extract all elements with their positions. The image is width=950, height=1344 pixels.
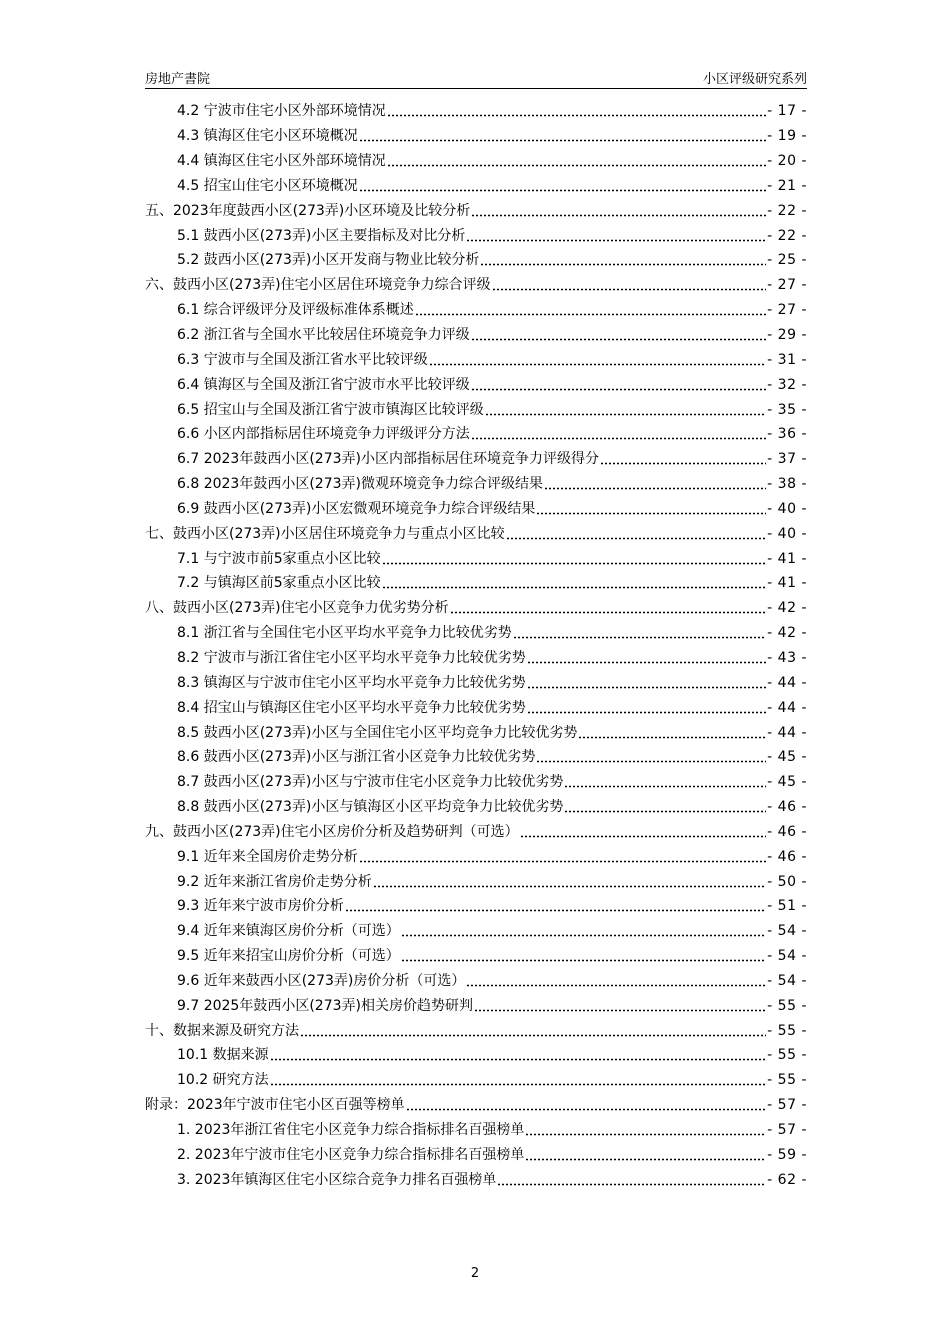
toc-entry-title: 七、鼓西小区(273弄)小区居住环境竞争力与重点小区比较: [145, 525, 505, 542]
toc-dot-leader: [564, 774, 766, 788]
toc-entry-title: 6.5 招宝山与全国及浙江省宁波市镇海区比较评级: [177, 401, 484, 418]
toc-entry-title: 4.5 招宝山住宅小区环境概况: [177, 177, 358, 194]
toc-entry-title: 八、鼓西小区(273弄)住宅小区竞争力优劣势分析: [145, 600, 449, 617]
toc-dot-leader: [527, 650, 766, 664]
toc-entry-page: - 27 -: [767, 277, 807, 294]
toc-dot-leader: [527, 700, 766, 714]
toc-entry-title: 1. 2023年浙江省住宅小区竞争力综合指标排名百强榜单: [177, 1122, 525, 1139]
toc-entry-page: - 19 -: [767, 128, 807, 145]
toc-entry-title: 9.1 近年来全国房价走势分析: [177, 848, 358, 865]
toc-dot-leader: [513, 625, 766, 639]
toc-dot-leader: [471, 377, 766, 391]
toc-entry-title: 8.1 浙江省与全国住宅小区平均水平竞争力比较优劣势: [177, 625, 512, 642]
toc-section-entry[interactable]: [145, 472, 807, 497]
toc-entry-title: 10.1 数据来源: [177, 1047, 269, 1064]
toc-entry-title: 9.2 近年来浙江省房价走势分析: [177, 873, 372, 890]
toc-entry-title: 3. 2023年镇海区住宅小区综合竞争力排名百强榜单: [177, 1171, 497, 1188]
toc-dot-leader: [270, 1072, 767, 1086]
toc-entry-title: 六、鼓西小区(273弄)住宅小区居住环境竞争力综合评级: [145, 277, 491, 294]
toc-entry-page: - 54 -: [767, 948, 807, 965]
toc-entry-title: 10.2 研究方法: [177, 1072, 269, 1089]
toc-entry-page: - 40 -: [767, 525, 807, 542]
toc-entry-title: 4.4 镇海区住宅小区外部环境情况: [177, 153, 386, 170]
toc-section-entry[interactable]: [145, 447, 807, 472]
toc-dot-leader: [527, 675, 766, 689]
toc-entry-title: 9.7 2025年鼓西小区(273弄)相关房价趋势研判: [177, 997, 473, 1014]
toc-entry-title: 8.8 鼓西小区(273弄)小区与镇海区小区平均竞争力比较优劣势: [177, 799, 564, 816]
toc-section-entry[interactable]: [145, 1043, 807, 1068]
toc-entry-page: - 20 -: [767, 153, 807, 170]
toc-section-entry[interactable]: [145, 944, 807, 969]
toc-dot-leader: [471, 203, 766, 217]
toc-chapter-entry[interactable]: [145, 1018, 807, 1043]
toc-section-entry[interactable]: [145, 621, 807, 646]
toc-entry-title: 五、2023年度鼓西小区(273弄)小区环境及比较分析: [145, 202, 471, 219]
toc-entry-title: 9.3 近年来宁波市房价分析: [177, 898, 344, 915]
toc-entry-page: - 54 -: [767, 923, 807, 940]
toc-dot-leader: [520, 824, 767, 838]
toc-entry-page: - 62 -: [767, 1171, 807, 1188]
toc-dot-leader: [466, 973, 766, 987]
toc-section-entry[interactable]: [145, 323, 807, 348]
toc-section-entry[interactable]: [145, 894, 807, 919]
toc-entry-page: - 27 -: [767, 302, 807, 319]
toc-dot-leader: [415, 302, 766, 316]
toc-entry-title: 7.1 与宁波市前5家重点小区比较: [177, 550, 381, 567]
toc-entry-title: 6.7 2023年鼓西小区(273弄)小区内部指标居住环境竞争力评级得分: [177, 451, 599, 468]
toc-entry-page: - 46 -: [767, 799, 807, 816]
toc-dot-leader: [525, 1147, 766, 1161]
toc-section-entry[interactable]: [145, 1142, 807, 1167]
toc-dot-leader: [600, 451, 766, 465]
toc-chapter-entry[interactable]: [145, 273, 807, 298]
toc-dot-leader: [471, 327, 766, 341]
toc-entry-title: 8.6 鼓西小区(273弄)小区与浙江省小区竞争力比较优劣势: [177, 749, 536, 766]
toc-entry-page: - 51 -: [767, 898, 807, 915]
toc-entry-page: - 55 -: [767, 1072, 807, 1089]
toc-dot-leader: [450, 600, 767, 614]
toc-entry-title: 7.2 与镇海区前5家重点小区比较: [177, 575, 381, 592]
toc-chapter-entry[interactable]: [145, 819, 807, 844]
toc-section-entry[interactable]: [145, 1118, 807, 1143]
toc-section-entry[interactable]: [145, 248, 807, 273]
toc-dot-leader: [474, 998, 766, 1012]
toc-dot-leader: [466, 228, 766, 242]
toc-section-entry[interactable]: [145, 646, 807, 671]
toc-entry-title: 9.4 近年来镇海区房价分析（可选）: [177, 923, 400, 940]
toc-section-entry[interactable]: [145, 298, 807, 323]
toc-entry-page: - 42 -: [767, 600, 807, 617]
toc-entry-page: - 31 -: [767, 351, 807, 368]
header-series-title: 小区评级研究系列: [702, 72, 807, 87]
toc-entry-title: 6.9 鼓西小区(273弄)小区宏微观环境竞争力综合评级结果: [177, 500, 536, 517]
toc-entry-page: - 37 -: [767, 451, 807, 468]
toc-section-entry[interactable]: [145, 1068, 807, 1093]
toc-section-entry[interactable]: [145, 397, 807, 422]
toc-dot-leader: [387, 103, 766, 117]
toc-entry-page: - 57 -: [767, 1122, 807, 1139]
toc-entry-page: - 29 -: [767, 327, 807, 344]
toc-dot-leader: [485, 402, 766, 416]
toc-dot-leader: [382, 551, 767, 565]
toc-entry-title: 6.8 2023年鼓西小区(273弄)微观环境竞争力综合评级结果: [177, 476, 543, 493]
toc-dot-leader: [373, 874, 766, 888]
toc-section-entry[interactable]: [145, 745, 807, 770]
toc-section-entry[interactable]: [145, 919, 807, 944]
toc-entry-title: 8.4 招宝山与镇海区住宅小区平均水平竞争力比较优劣势: [177, 699, 526, 716]
page-header: [145, 66, 807, 89]
header-publisher: 房地产書院: [145, 72, 211, 87]
toc-dot-leader: [506, 526, 767, 540]
toc-dot-leader: [270, 1047, 767, 1061]
toc-entry-page: - 54 -: [767, 972, 807, 989]
toc-entry-title: 8.3 镇海区与宁波市住宅小区平均水平竞争力比较优劣势: [177, 674, 526, 691]
toc-entry-page: - 41 -: [767, 575, 807, 592]
toc-entry-page: - 38 -: [767, 476, 807, 493]
toc-entry-title: 6.4 镇海区与全国及浙江省宁波市水平比较评级: [177, 376, 470, 393]
toc-entry-page: - 50 -: [767, 873, 807, 890]
toc-section-entry[interactable]: [145, 99, 807, 124]
toc-dot-leader: [429, 352, 766, 366]
toc-dot-leader: [359, 178, 766, 192]
toc-dot-leader: [578, 725, 766, 739]
toc-entry-title: 6.6 小区内部指标居住环境竞争力评级评分方法: [177, 426, 470, 443]
toc-section-entry[interactable]: [145, 720, 807, 745]
toc-section-entry[interactable]: [145, 124, 807, 149]
toc-dot-leader: [359, 849, 766, 863]
toc-dot-leader: [536, 749, 766, 763]
toc-section-entry[interactable]: [145, 497, 807, 522]
toc-dot-leader: [359, 128, 766, 142]
toc-entry-title: 6.3 宁波市与全国及浙江省水平比较评级: [177, 351, 428, 368]
toc-entry-title: 6.1 综合评级评分及评级标准体系概述: [177, 302, 414, 319]
toc-entry-page: - 55 -: [767, 1022, 807, 1039]
toc-dot-leader: [564, 799, 766, 813]
toc-dot-leader: [406, 1097, 767, 1111]
toc-dot-leader: [497, 1172, 766, 1186]
toc-dot-leader: [387, 153, 766, 167]
toc-entry-page: - 55 -: [767, 1047, 807, 1064]
toc-section-entry[interactable]: [145, 223, 807, 248]
toc-entry-page: - 42 -: [767, 625, 807, 642]
toc-entry-page: - 45 -: [767, 749, 807, 766]
toc-entry-title: 5.1 鼓西小区(273弄)小区主要指标及对比分析: [177, 227, 466, 244]
toc-entry-page: - 43 -: [767, 649, 807, 666]
toc-entry-title: 十、数据来源及研究方法: [145, 1022, 299, 1039]
toc-entry-title: 9.5 近年来招宝山房价分析（可选）: [177, 948, 400, 965]
toc-entry-page: - 55 -: [767, 997, 807, 1014]
toc-section-entry[interactable]: [145, 174, 807, 199]
toc-entry-title: 8.5 鼓西小区(273弄)小区与全国住宅小区平均竞争力比较优劣势: [177, 724, 578, 741]
toc-entry-page: - 36 -: [767, 426, 807, 443]
toc-section-entry[interactable]: [145, 571, 807, 596]
toc-section-entry[interactable]: [145, 869, 807, 894]
toc-dot-leader: [345, 898, 766, 912]
toc-section-entry[interactable]: [145, 422, 807, 447]
toc-entry-page: - 44 -: [767, 724, 807, 741]
toc-entry-page: - 21 -: [767, 177, 807, 194]
toc-section-entry[interactable]: [145, 695, 807, 720]
toc-entry-page: - 40 -: [767, 500, 807, 517]
toc-entry-page: - 45 -: [767, 774, 807, 791]
toc-entry-title: 8.7 鼓西小区(273弄)小区与宁波市住宅小区竞争力比较优劣势: [177, 774, 564, 791]
toc-entry-page: - 22 -: [767, 202, 807, 219]
toc-entry-title: 8.2 宁波市与浙江省住宅小区平均水平竞争力比较优劣势: [177, 649, 526, 666]
toc-entry-page: - 59 -: [767, 1146, 807, 1163]
toc-dot-leader: [382, 575, 767, 589]
toc-entry-page: - 32 -: [767, 376, 807, 393]
toc-entry-page: - 41 -: [767, 550, 807, 567]
toc-section-entry[interactable]: [145, 1167, 807, 1192]
toc-section-entry[interactable]: [145, 844, 807, 869]
toc-entry-page: - 22 -: [767, 227, 807, 244]
table-of-contents: [145, 99, 807, 1192]
toc-section-entry[interactable]: [145, 546, 807, 571]
toc-entry-title: 6.2 浙江省与全国水平比较居住环境竞争力评级: [177, 327, 470, 344]
toc-entry-title: 九、鼓西小区(273弄)住宅小区房价分析及趋势研判（可选）: [145, 823, 519, 840]
toc-entry-page: - 46 -: [767, 848, 807, 865]
toc-section-entry[interactable]: [145, 993, 807, 1018]
toc-dot-leader: [492, 277, 767, 291]
toc-entry-title: 4.2 宁波市住宅小区外部环境情况: [177, 103, 386, 120]
toc-section-entry[interactable]: [145, 795, 807, 820]
toc-entry-page: - 46 -: [767, 823, 807, 840]
toc-entry-title: 附录：2023年宁波市住宅小区百强等榜单: [145, 1097, 405, 1114]
toc-section-entry[interactable]: [145, 372, 807, 397]
toc-dot-leader: [525, 1122, 766, 1136]
toc-section-entry[interactable]: [145, 670, 807, 695]
toc-dot-leader: [300, 1023, 766, 1037]
toc-entry-page: - 35 -: [767, 401, 807, 418]
toc-dot-leader: [401, 923, 766, 937]
toc-chapter-entry[interactable]: [145, 521, 807, 546]
toc-dot-leader: [536, 501, 766, 515]
toc-dot-leader: [471, 426, 766, 440]
toc-entry-page: - 25 -: [767, 252, 807, 269]
toc-dot-leader: [480, 252, 766, 266]
toc-chapter-entry[interactable]: [145, 198, 807, 223]
toc-entry-title: 4.3 镇海区住宅小区环境概况: [177, 128, 358, 145]
toc-dot-leader: [401, 948, 766, 962]
toc-section-entry[interactable]: [145, 149, 807, 174]
toc-entry-title: 5.2 鼓西小区(273弄)小区开发商与物业比较分析: [177, 252, 480, 269]
toc-entry-page: - 17 -: [767, 103, 807, 120]
toc-chapter-entry[interactable]: [145, 1093, 807, 1118]
toc-dot-leader: [544, 476, 766, 490]
page-number: 2: [470, 1266, 480, 1281]
toc-entry-title: 2. 2023年宁波市住宅小区竞争力综合指标排名百强榜单: [177, 1146, 525, 1163]
toc-entry-page: - 57 -: [767, 1097, 807, 1114]
toc-entry-title: 9.6 近年来鼓西小区(273弄)房价分析（可选）: [177, 972, 466, 989]
toc-section-entry[interactable]: [145, 969, 807, 994]
toc-section-entry[interactable]: [145, 347, 807, 372]
toc-section-entry[interactable]: [145, 770, 807, 795]
toc-entry-page: - 44 -: [767, 699, 807, 716]
toc-chapter-entry[interactable]: [145, 596, 807, 621]
toc-entry-page: - 44 -: [767, 674, 807, 691]
